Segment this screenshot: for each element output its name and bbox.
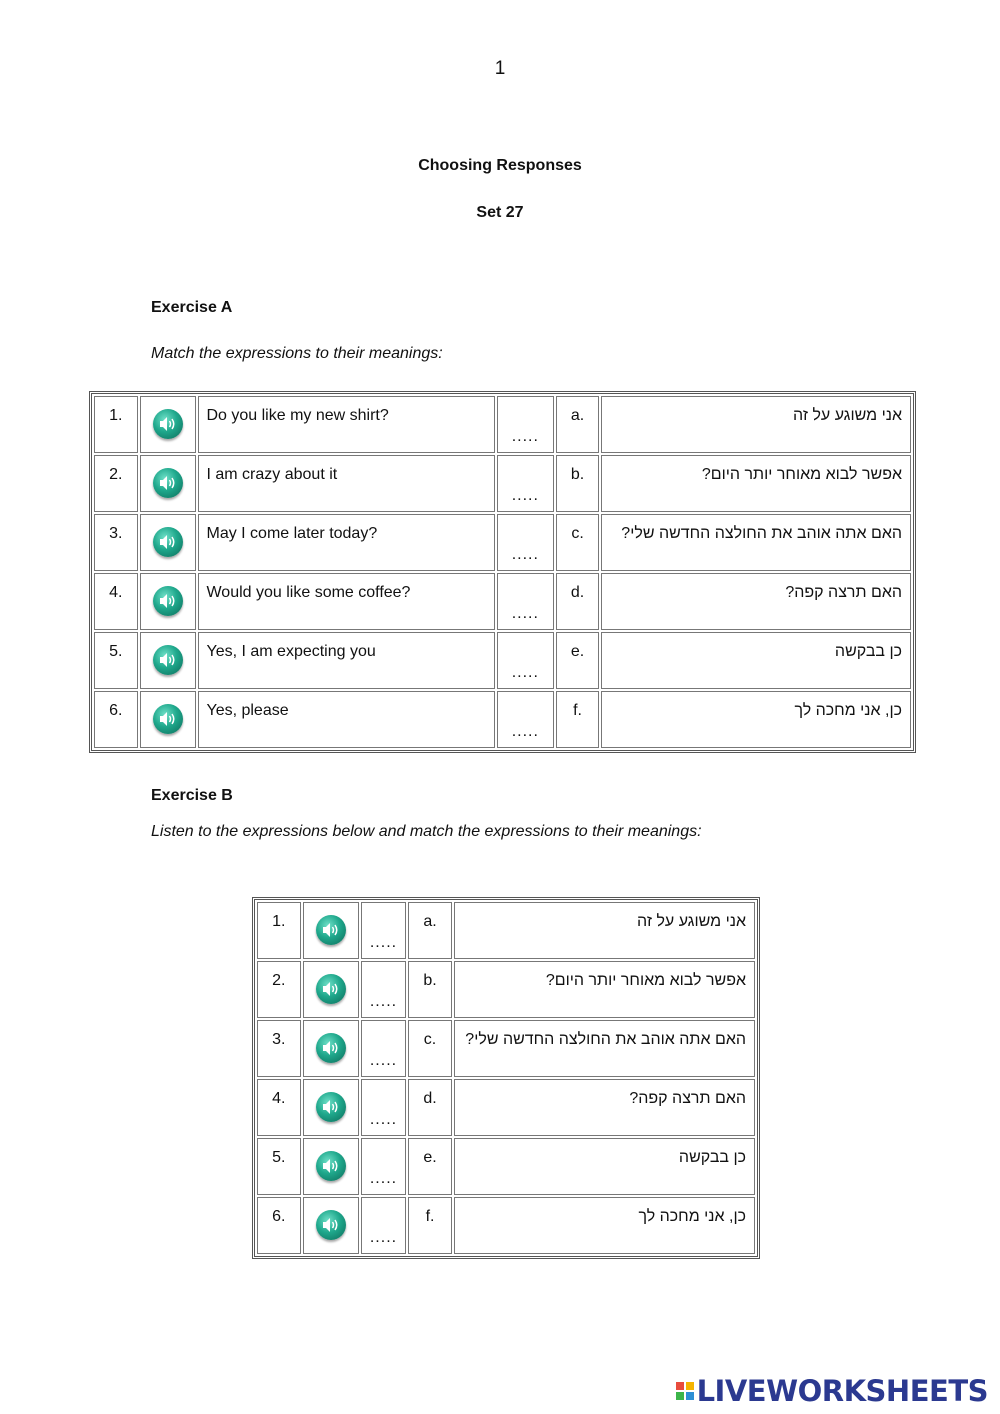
expression-text: Yes, please [198,691,494,748]
row-number: 3. [257,1020,301,1077]
meaning-letter: d. [556,573,600,630]
answer-blank[interactable]: ..... [361,1079,406,1136]
answer-blank[interactable]: ..... [497,691,554,748]
row-number: 1. [94,396,138,453]
speaker-icon [322,922,340,938]
table-row [257,1138,755,1195]
audio-cell [303,1138,360,1195]
audio-play-button[interactable] [153,586,183,616]
logo-text: LIVEWORKSHEETS [696,1374,988,1408]
meaning-letter: f. [556,691,600,748]
audio-play-button[interactable] [316,1033,346,1063]
meaning-text: האם תרצה קפה? [454,1079,755,1136]
speaker-icon [322,1040,340,1056]
table-row [94,514,911,571]
speaker-icon [322,1158,340,1174]
audio-cell [303,1079,360,1136]
speaker-icon [159,475,177,491]
meaning-text: כן, אני מחכה לך [454,1197,755,1254]
speaker-icon [322,1217,340,1233]
logo-mark-icon [676,1382,694,1400]
meaning-letter: c. [408,1020,453,1077]
table-row [94,573,911,630]
speaker-icon [159,711,177,727]
exercise-a-table [89,391,916,753]
expression-text: May I come later today? [198,514,494,571]
row-number: 6. [94,691,138,748]
row-number: 6. [257,1197,301,1254]
meaning-letter: f. [408,1197,453,1254]
audio-cell [140,396,197,453]
answer-blank[interactable]: ..... [497,632,554,689]
audio-cell [303,1020,360,1077]
meaning-text: האם אתה אוהב את החולצה החדשה שלי? [601,514,911,571]
exercise-b-heading: Exercise B [151,787,233,804]
meaning-text: כן, אני מחכה לך [601,691,911,748]
row-number: 1. [257,902,301,959]
row-number: 2. [94,455,138,512]
table-row [257,1079,755,1136]
table-row [257,1197,755,1254]
audio-play-button[interactable] [316,1151,346,1181]
row-number: 4. [257,1079,301,1136]
answer-blank[interactable]: ..... [497,455,554,512]
meaning-letter: d. [408,1079,453,1136]
answer-blank[interactable]: ..... [497,514,554,571]
audio-cell [303,1197,360,1254]
audio-play-button[interactable] [153,468,183,498]
audio-cell [303,902,360,959]
speaker-icon [159,593,177,609]
audio-play-button[interactable] [316,915,346,945]
meaning-text: האם אתה אוהב את החולצה החדשה שלי? [454,1020,755,1077]
exercise-a-instruction: Match the expressions to their meanings: [151,345,443,362]
row-number: 5. [94,632,138,689]
table-row [257,961,755,1018]
page-number: 1 [494,58,506,79]
expression-text: Do you like my new shirt? [198,396,494,453]
audio-play-button[interactable] [316,1092,346,1122]
speaker-icon [159,652,177,668]
audio-play-button[interactable] [316,974,346,1004]
audio-play-button[interactable] [316,1210,346,1240]
expression-text: Yes, I am expecting you [198,632,494,689]
speaker-icon [322,1099,340,1115]
meaning-letter: b. [408,961,453,1018]
answer-blank[interactable]: ..... [361,1020,406,1077]
exercise-b-instruction: Listen to the expressions below and match the expressions to their meanings: [151,823,702,840]
row-number: 5. [257,1138,301,1195]
meaning-text: אפשר לבוא מאוחר יותר היום? [454,961,755,1018]
speaker-icon [159,416,177,432]
table-row [94,455,911,512]
row-number: 2. [257,961,301,1018]
table-row [94,396,911,453]
page-subtitle: Set 27 [476,204,524,221]
meaning-letter: b. [556,455,600,512]
audio-cell [140,455,197,512]
audio-play-button[interactable] [153,527,183,557]
page-title: Choosing Responses [418,157,582,174]
meaning-letter: e. [556,632,600,689]
audio-play-button[interactable] [153,645,183,675]
row-number: 3. [94,514,138,571]
meaning-text: כן בבקשה [601,632,911,689]
answer-blank[interactable]: ..... [497,396,554,453]
speaker-icon [159,534,177,550]
speaker-icon [322,981,340,997]
expression-text: Would you like some coffee? [198,573,494,630]
audio-cell [303,961,360,1018]
exercise-a-heading: Exercise A [151,299,233,316]
answer-blank[interactable]: ..... [361,1197,406,1254]
audio-play-button[interactable] [153,704,183,734]
answer-blank[interactable]: ..... [361,902,406,959]
meaning-text: אני משוגע על זה [601,396,911,453]
meaning-letter: a. [556,396,600,453]
expression-text: I am crazy about it [198,455,494,512]
meaning-text: אני משוגע על זה [454,902,755,959]
audio-cell [140,632,197,689]
liveworksheets-logo [676,1374,988,1408]
audio-play-button[interactable] [153,409,183,439]
row-number: 4. [94,573,138,630]
exercise-b-table [252,897,760,1259]
table-row [94,632,911,689]
audio-cell [140,514,197,571]
meaning-text: אפשר לבוא מאוחר יותר היום? [601,455,911,512]
meaning-letter: c. [556,514,600,571]
audio-cell [140,691,197,748]
meaning-letter: e. [408,1138,453,1195]
meaning-text: האם תרצה קפה? [601,573,911,630]
table-row [257,902,755,959]
meaning-letter: a. [408,902,453,959]
answer-blank[interactable]: ..... [361,961,406,1018]
audio-cell [140,573,197,630]
answer-blank[interactable]: ..... [361,1138,406,1195]
answer-blank[interactable]: ..... [497,573,554,630]
table-row [94,691,911,748]
table-row [257,1020,755,1077]
meaning-text: כן בבקשה [454,1138,755,1195]
